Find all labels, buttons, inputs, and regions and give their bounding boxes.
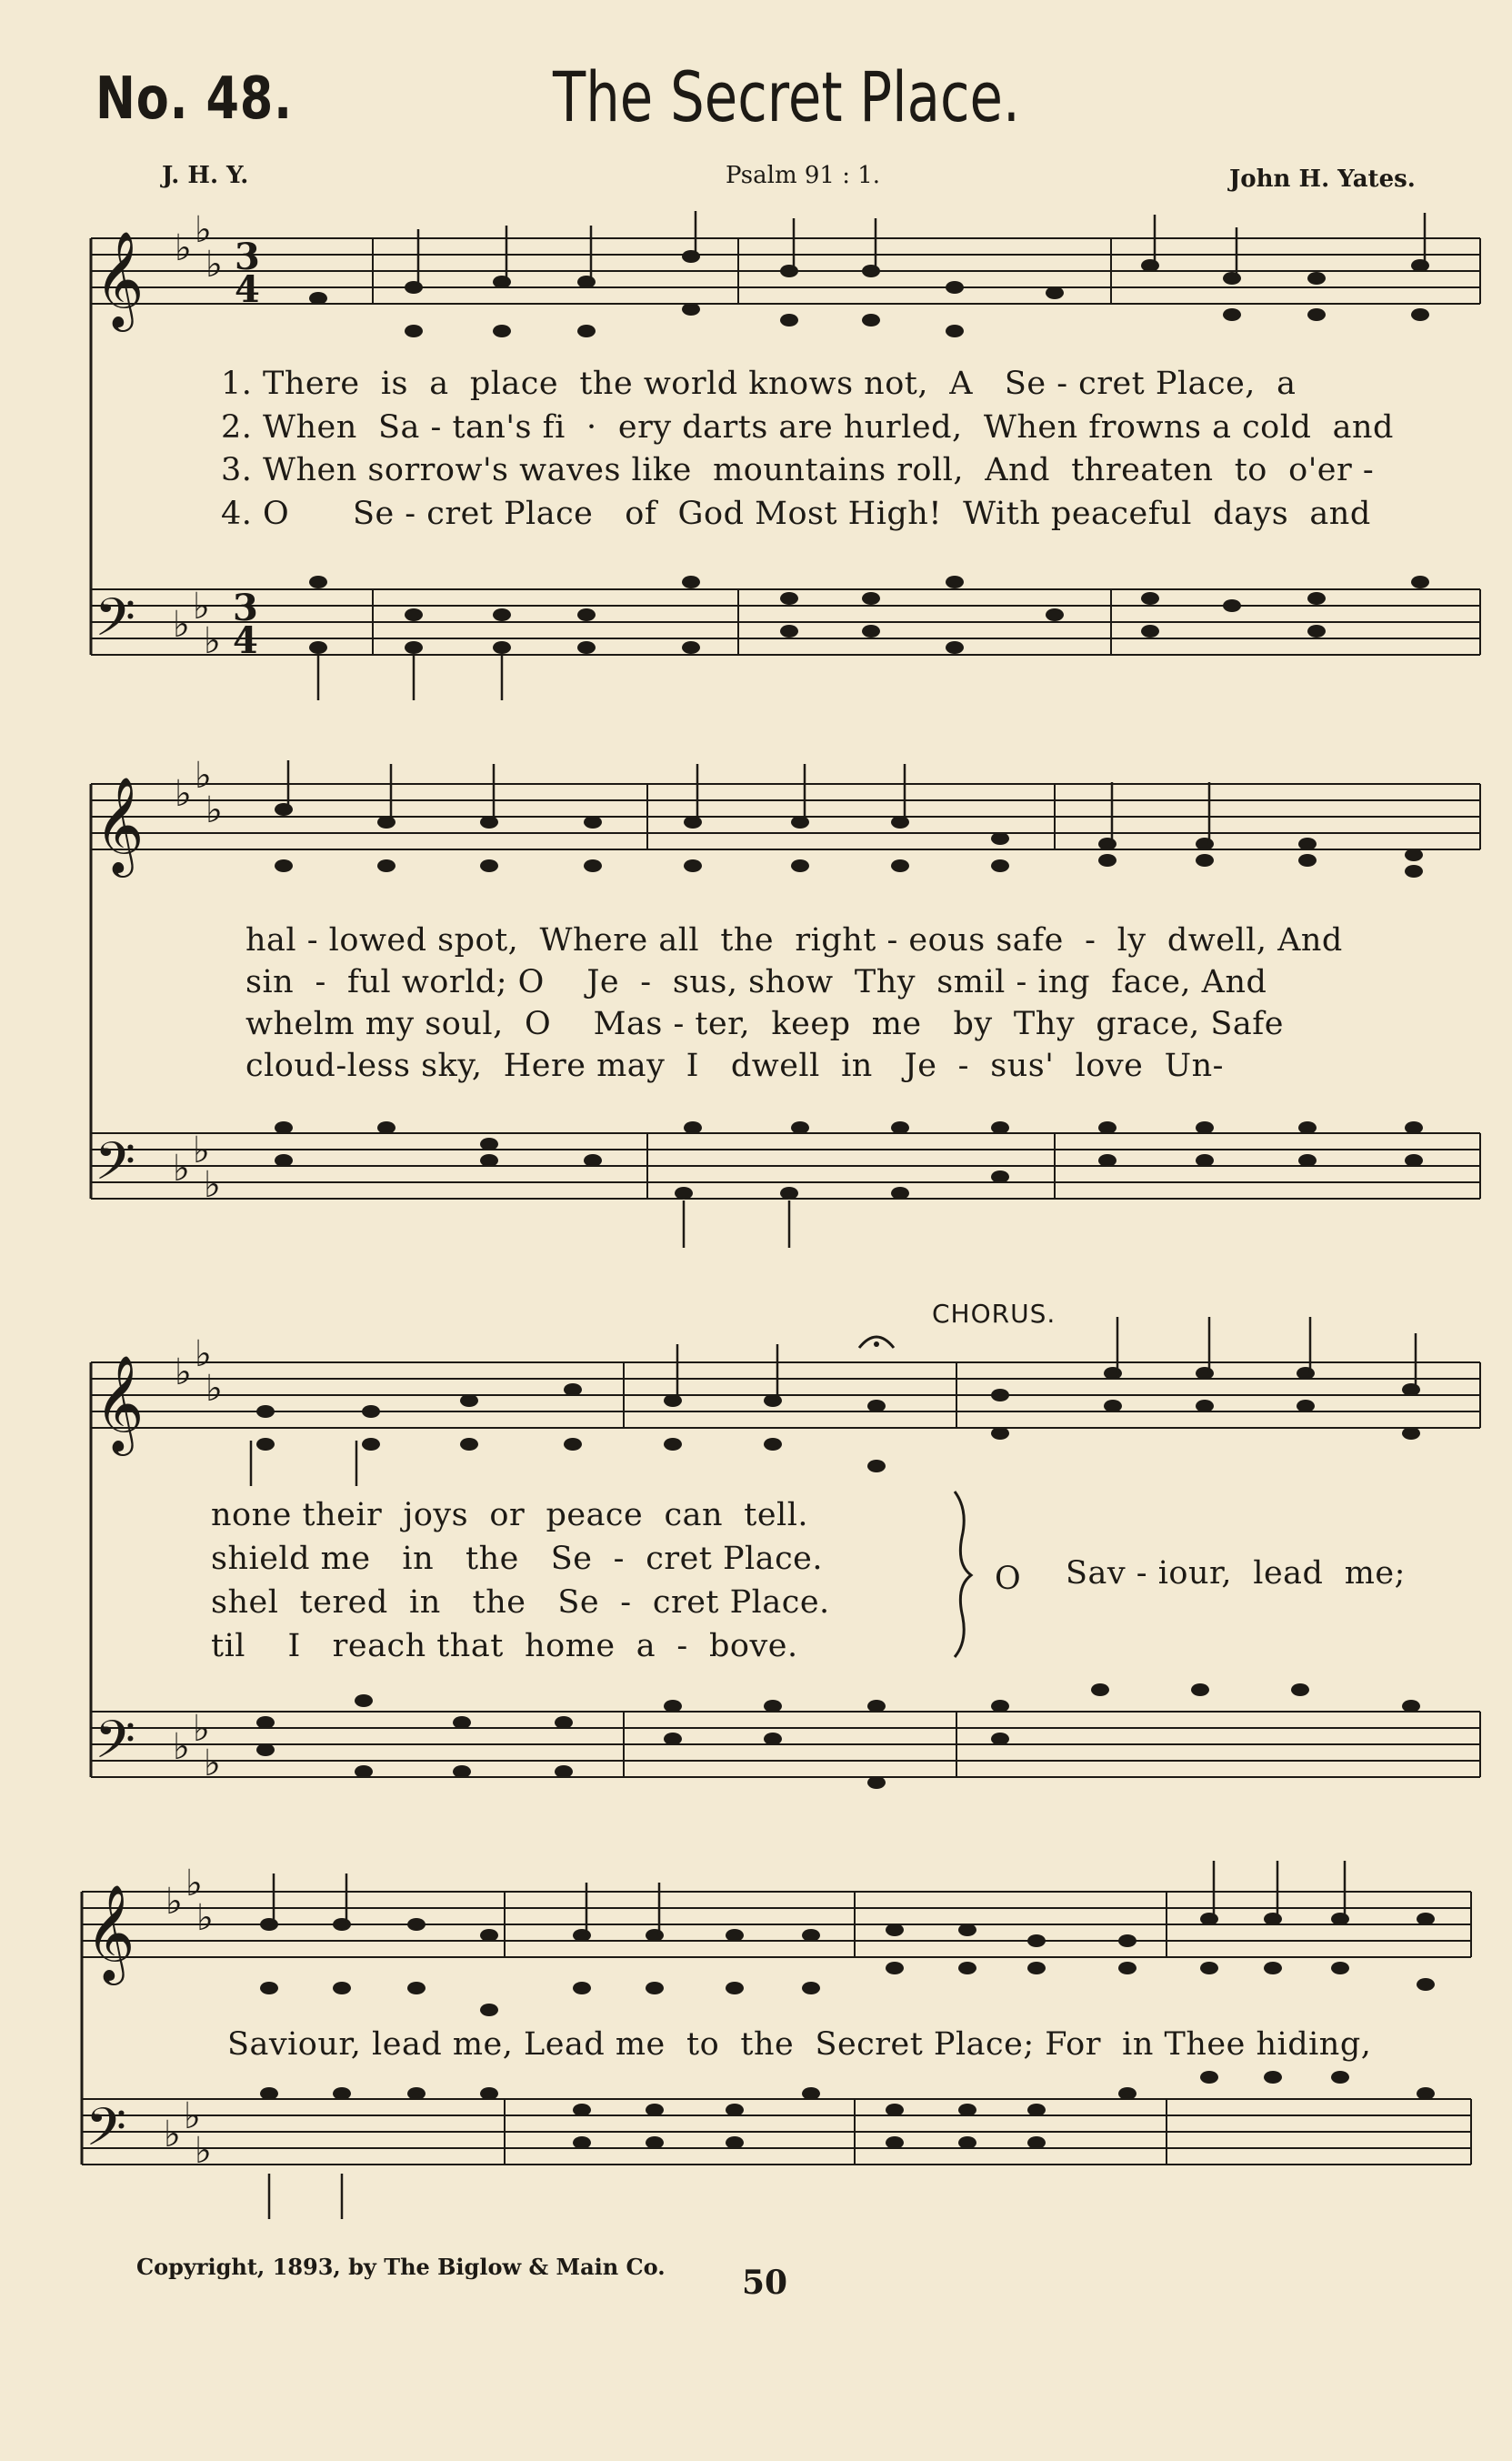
- svg-text:♭: ♭: [175, 1351, 192, 1393]
- svg-text:♭: ♭: [196, 1897, 214, 1939]
- svg-text:3: 3: [233, 587, 258, 629]
- copyright-notice: Copyright, 1893, by The Biglow & Main Co.: [136, 2254, 666, 2280]
- svg-text:♭: ♭: [173, 604, 190, 646]
- svg-text:3: 3: [235, 236, 260, 278]
- svg-text:♭: ♭: [184, 2095, 201, 2137]
- svg-text:♭: ♭: [175, 773, 192, 815]
- chorus-lyric-2: Saviour, lead me, Lead me to the Secret Place; For in Thee hiding,: [227, 2026, 1372, 2063]
- page-number-text: 50: [742, 2265, 788, 2299]
- hymn-number: No. 48.: [95, 65, 293, 133]
- verse-1-line-3: none their joys or peace can tell.: [211, 1497, 809, 1533]
- bass-clef-icon: 𝄢: [85, 2096, 127, 2171]
- svg-text:♭: ♭: [193, 586, 210, 628]
- svg-text:♭: ♭: [193, 1708, 210, 1750]
- hymn-title: The Secret Place.: [553, 56, 1020, 137]
- bass-clef-icon: 𝄢: [95, 1130, 136, 1205]
- time-signature: [233, 236, 260, 662]
- svg-text:♭: ♭: [175, 227, 192, 269]
- page-number-glyph: [738, 2265, 811, 2299]
- svg-text:♭: ♭: [173, 1148, 190, 1190]
- composer-credit: John H. Yates.: [1229, 166, 1416, 193]
- svg-text:♭: ♭: [193, 1130, 210, 1171]
- bass-staff-4: [82, 2099, 1471, 2165]
- svg-text:♭: ♭: [195, 1333, 212, 1375]
- verse-3-line-3: shel tered in the Se - cret Place.: [211, 1584, 830, 1621]
- verse-2-line-2: sin - ful world; O Je - sus, show Thy smil - ing face, And: [245, 964, 1267, 1000]
- verse-4-line-1: 4. O Se - cret Place of God Most High! With peaceful days and: [221, 496, 1371, 532]
- chorus-lyric-1: Sav - iour, lead me;: [1066, 1555, 1406, 1592]
- chorus-label: CHORUS.: [932, 1299, 1056, 1329]
- svg-text:♭: ♭: [204, 1164, 221, 1206]
- verse-1-line-2: hal - lowed spot, Where all the right - eous safe - ly dwell, And: [245, 922, 1343, 959]
- verse-3-line-1: 3. When sorrow's waves like mountains roll, And threaten to o'er -: [221, 452, 1375, 488]
- svg-text:♭: ♭: [195, 2130, 212, 2172]
- verse-4-line-3: til I reach that home a - bove.: [211, 1628, 798, 1664]
- treble-clef-icon: 𝄞: [85, 1883, 135, 1981]
- svg-text:♭: ♭: [204, 620, 221, 662]
- treble-staff-3: [91, 1362, 1480, 1428]
- verse-4-line-2: cloud-less sky, Here may I dwell in Je - sus' love Un-: [245, 1048, 1224, 1084]
- chorus-first-word: O: [995, 1561, 1022, 1597]
- words-credit: J. H. Y.: [162, 162, 249, 189]
- svg-text:♭: ♭: [165, 1881, 183, 1923]
- page-number-mark: [738, 2265, 811, 2299]
- flat-signs: [164, 209, 223, 2172]
- treble-staff-2: [91, 784, 1480, 849]
- verse-3-line-2: whelm my soul, O Mas - ter, keep me by Thy grace, Safe: [245, 1006, 1284, 1042]
- scripture-reference: Psalm 91 : 1.: [726, 162, 881, 189]
- svg-text:♭: ♭: [185, 1863, 203, 1904]
- treble-clef-icon: 𝄞: [95, 230, 145, 327]
- verse-2-line-3: shield me in the Se - cret Place.: [211, 1541, 824, 1577]
- svg-text:♭: ♭: [195, 209, 212, 251]
- verse-2-line-1: 2. When Sa - tan's fi · ery darts are hurled, When frowns a cold and: [221, 409, 1394, 446]
- svg-text:♭: ♭: [205, 1368, 223, 1410]
- svg-text:♭: ♭: [195, 755, 212, 797]
- bass-clef-icon: 𝄢: [95, 1709, 136, 1783]
- treble-clef-icon: 𝄞: [95, 1354, 145, 1451]
- treble-clef-icon: 𝄞: [95, 776, 145, 873]
- treble-staff-4: [82, 1892, 1471, 1957]
- svg-text:♭: ♭: [205, 244, 223, 286]
- svg-text:♭: ♭: [164, 2114, 181, 2155]
- bass-clef-icon: 𝄢: [95, 587, 136, 661]
- svg-text:♭: ♭: [204, 1743, 221, 1784]
- svg-text:4: 4: [235, 268, 260, 311]
- bass-staff-3: [91, 1712, 1480, 1777]
- svg-text:♭: ♭: [205, 789, 223, 831]
- chorus-brace: [955, 1492, 971, 1657]
- svg-text:♭: ♭: [173, 1726, 190, 1768]
- verse-1-line-1: 1. There is a place the world knows not, A Se - cret Place, a: [221, 366, 1297, 402]
- svg-text:4: 4: [233, 619, 258, 662]
